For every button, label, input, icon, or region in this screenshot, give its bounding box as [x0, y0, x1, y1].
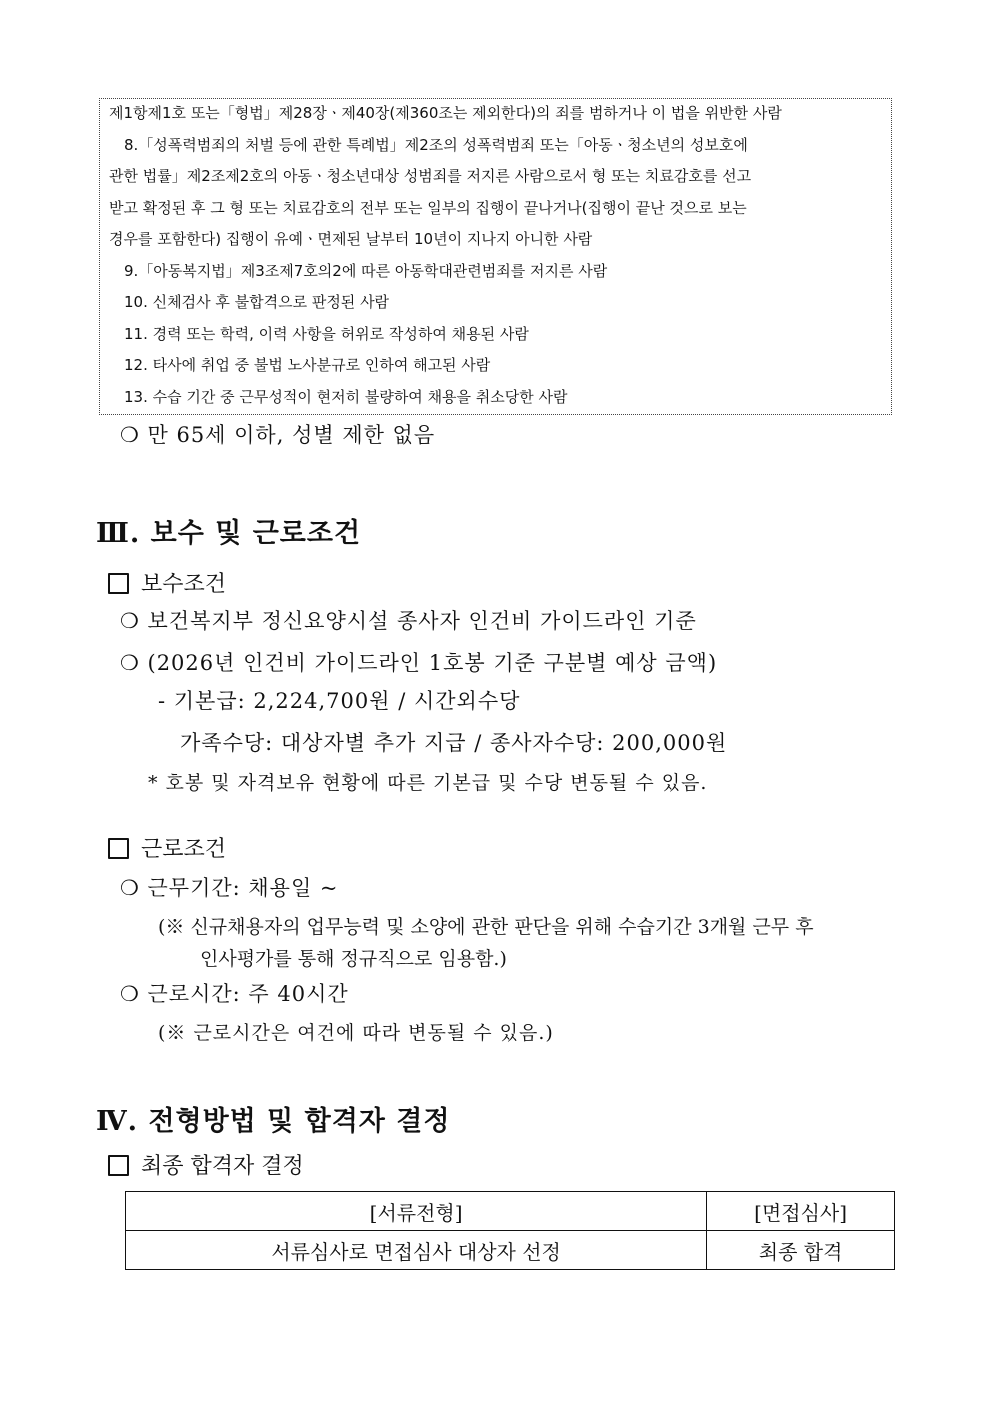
- disqualification-line: 12. 타사에 취업 중 불법 노사분규로 인하여 해고된 사람: [124, 356, 491, 374]
- work-period-note: 인사평가를 통해 정규직으로 임용함.): [200, 948, 507, 970]
- section-4-title: Ⅳ. 전형방법 및 합격자 결정: [96, 1106, 451, 1137]
- checkbox-icon: [108, 1155, 129, 1176]
- pay-item: ❍ (2026년 인건비 가이드라인 1호봉 기준 구분별 예상 금액): [120, 651, 718, 675]
- disqualification-box: [99, 98, 892, 415]
- age-condition: ❍ 만 65세 이하, 성별 제한 없음: [120, 423, 436, 447]
- disqualification-line: 13. 수습 기간 중 근무성적이 현저히 불량하여 채용을 취소당한 사람: [124, 388, 568, 406]
- table-header: [서류전형]: [126, 1192, 707, 1231]
- disqualification-line: 9.「아동복지법」제3조제7호의2에 따른 아동학대관련범죄를 저지른 사람: [124, 262, 608, 280]
- selection-table: [125, 1191, 895, 1270]
- section-3-title: Ⅲ. 보수 및 근로조건: [96, 518, 362, 549]
- work-hours: ❍ 근로시간: 주 40시간: [120, 982, 349, 1006]
- work-conditions-heading: [108, 832, 226, 863]
- work-period: ❍ 근무기간: 채용일 ~: [120, 876, 339, 900]
- disqualification-line: 경우를 포함한다) 집행이 유예ㆍ면제된 날부터 10년이 지나지 아니한 사람: [109, 230, 593, 248]
- pay-conditions-label: 보수조건: [141, 572, 227, 597]
- table-cell: 최종 합격: [707, 1231, 895, 1270]
- work-conditions-label: 근로조건: [141, 837, 227, 862]
- disqualification-line: 11. 경력 또는 학력, 이력 사항을 허위로 작성하여 채용된 사람: [124, 325, 529, 343]
- pay-detail: - 기본급: 2,224,700원 / 시간외수당: [158, 689, 521, 713]
- final-decision-label: 최종 합격자 결정: [141, 1154, 304, 1179]
- final-decision-heading: [108, 1149, 304, 1180]
- disqualification-line: 받고 확정된 후 그 형 또는 치료감호의 전부 또는 일부의 집행이 끝나거나(집행이 끝난 것으로 보는: [109, 199, 747, 217]
- disqualification-line: 관한 법률」제2조제2호의 아동ㆍ청소년대상 성범죄를 저지른 사람으로서 형 또는 치료감호를 선고: [109, 167, 752, 185]
- checkbox-icon: [108, 573, 129, 594]
- disqualification-line: 제1항제1호 또는「형법」제28장ㆍ제40장(제360조는 제외한다)의 죄를 범하거나 이 법을 위반한 사람: [109, 104, 782, 122]
- work-period-note: (※ 신규채용자의 업무능력 및 소양에 관한 판단을 위해 수습기간 3개월 근무 후: [158, 916, 814, 938]
- disqualification-line: 10. 신체검사 후 불합격으로 판정된 사람: [124, 293, 390, 311]
- checkbox-icon: [108, 838, 129, 859]
- work-hours-note: (※ 근로시간은 여건에 따라 변동될 수 있음.): [158, 1022, 554, 1044]
- pay-item: ❍ 보건복지부 정신요양시설 종사자 인건비 가이드라인 기준: [120, 609, 697, 633]
- pay-detail: 가족수당: 대상자별 추가 지급 / 종사자수당: 200,000원: [180, 731, 728, 755]
- table-cell: 서류심사로 면접심사 대상자 선정: [126, 1231, 707, 1270]
- pay-note: * 호봉 및 자격보유 현황에 따른 기본급 및 수당 변동될 수 있음.: [148, 772, 708, 794]
- table-header-row: [126, 1192, 895, 1231]
- table-header: [면접심사]: [707, 1192, 895, 1231]
- table-row: [126, 1231, 895, 1270]
- pay-conditions-heading: [108, 567, 226, 598]
- disqualification-line: 8.「성폭력범죄의 처벌 등에 관한 특례법」제2조의 성폭력범죄 또는「아동ㆍ청소년의 성보호에: [124, 136, 748, 154]
